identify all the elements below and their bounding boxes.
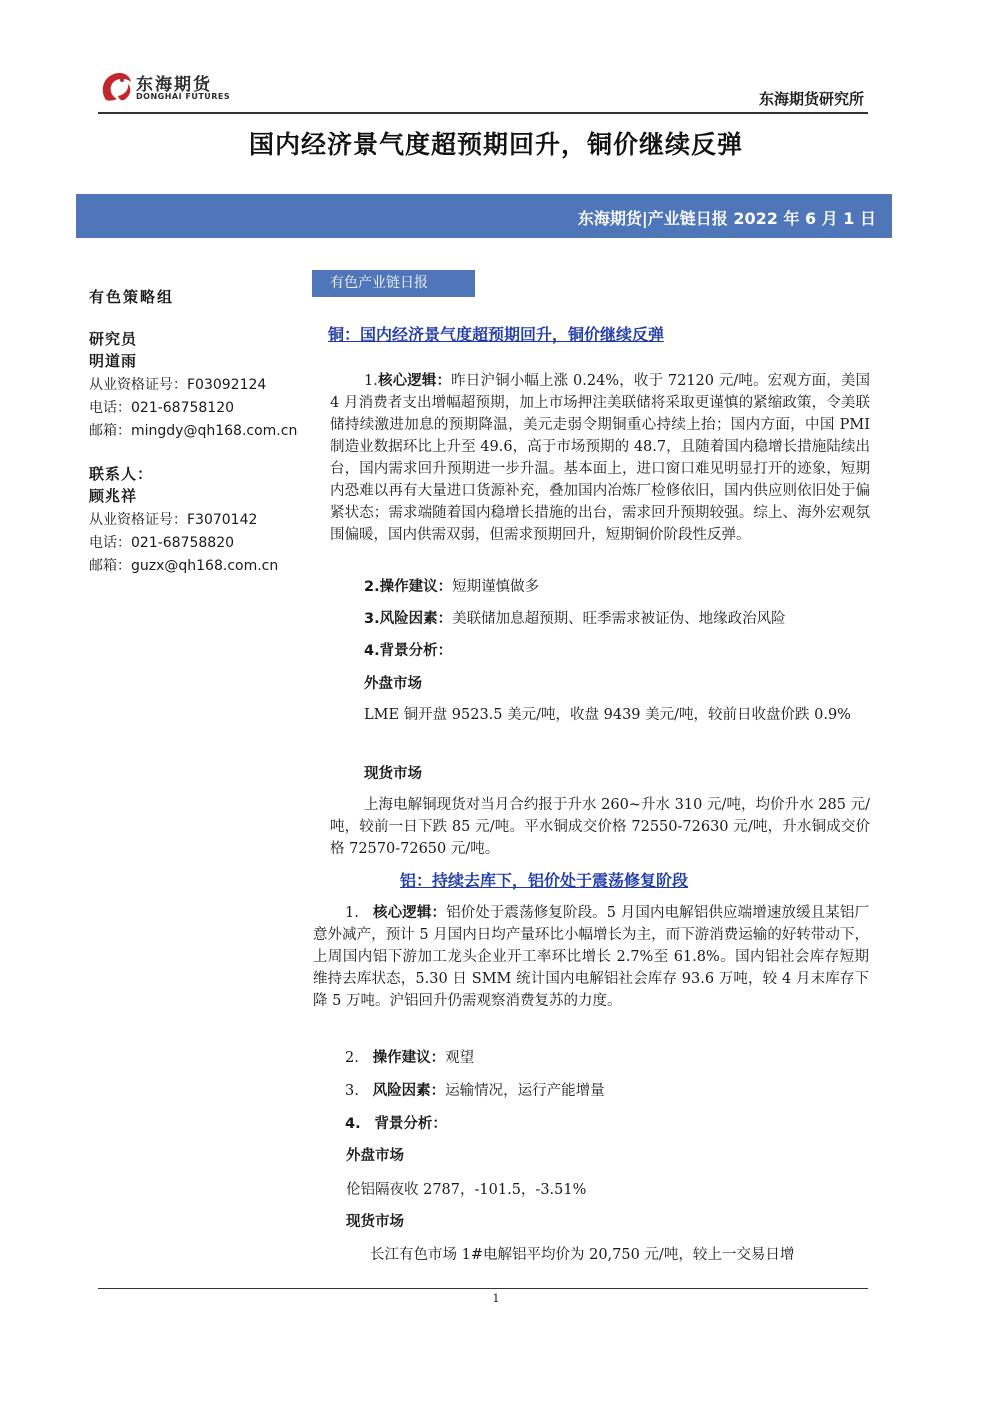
copper-spot-label: 现货市场 <box>364 766 422 782</box>
page-title: 国内经济景气度超预期回升，铜价继续反弹 <box>248 130 743 159</box>
contact-label: 联系人： <box>89 465 154 483</box>
copper-logic-paragraph <box>330 370 870 546</box>
aluminum-overseas-text: 伦铝隔夜收 2787，-101.5，-3.51% <box>346 1182 587 1198</box>
aluminum-risk-label: 风险因素： <box>372 1083 446 1099</box>
copper-risk-text: 美联储加息超预期、旺季需求被证伪、地缘政治风险 <box>452 611 786 627</box>
logo-english-name: DONGHAI FUTURES <box>136 92 231 101</box>
copper-logic-text: 昨日沪铜小幅上涨 0.24%，收于 72120 元/吨。宏观方面，美国 4 月消费者支出增幅超预期，加上市场押注美联储将采取更谨慎的紧缩政策，令美联储持续激进加息的预期降温，美元走弱令期铜重心持续上抬；国内方面，中国 PMI 制造业数据环比上升至 49.6，高于市场预期的 48.7，且随着国内稳增长措施陆续出台，国内需求回升预期进一步升温。基本面上，进口窗口难见明显打开的迹象，短期内恐难以再有大量进口货源补充，叠加国内冶炼厂检修依旧，国内供应则依旧处于偏紧状态；需求端随着国内稳增长措施的出台，需求回升预期较强。综上、海外宏观氛围偏暖，国内供需双弱，但需求预期回升，短期铜价阶段性反弹。 <box>330 373 870 543</box>
copper-spot-text: 上海电解铜现货对当月合约报于升水 260~升水 310 元/吨，均价升水 285 元/吨，较前一日下跌 85 元/吨。平水铜成交价格 72550-72630 元/吨，升水铜成交价格 72570-72650 元/吨。 <box>330 797 870 857</box>
copper-risk-label: 3.风险因素： <box>364 611 453 627</box>
banner-text: 东海期货|产业链日报 2022 年 6 月 1 日 <box>577 209 876 228</box>
aluminum-logic-num: 1. <box>345 905 359 921</box>
report-banner <box>76 194 892 238</box>
copper-advice <box>364 575 539 596</box>
aluminum-risk <box>345 1079 605 1100</box>
section-tag: 有色产业链日报 <box>312 270 475 297</box>
copper-advice-label: 2.操作建议： <box>364 579 453 595</box>
aluminum-advice <box>345 1046 474 1067</box>
author-sidebar <box>89 286 304 578</box>
copper-logic-label: 核心逻辑： <box>377 373 452 389</box>
copper-overseas-label: 外盘市场 <box>364 676 422 692</box>
company-logo <box>98 66 231 106</box>
aluminum-spot-label: 现货市场 <box>346 1214 404 1230</box>
copper-background-label: 4.背景分析： <box>364 643 453 659</box>
aluminum-logic-label: 核心逻辑： <box>373 905 447 921</box>
contact-name: 顾兆祥 <box>89 487 138 505</box>
copper-logic-prefix: 1. <box>364 373 378 389</box>
aluminum-risk-num: 3. <box>345 1083 359 1099</box>
aluminum-spot-text: 长江有色市场 1#电解铝平均价为 20,750 元/吨，较上一交易日增 <box>370 1247 795 1263</box>
copper-section-title[interactable]: 铜：国内经济景气度超预期回升，铜价继续反弹 <box>328 325 665 344</box>
header-divider <box>98 112 868 114</box>
researcher-phone: 电话：021-68758120 <box>89 400 235 416</box>
aluminum-advice-text: 观望 <box>445 1050 475 1066</box>
aluminum-background <box>345 1112 447 1133</box>
researcher-cert: 从业资格证号：F03092124 <box>89 377 267 393</box>
copper-risk <box>364 607 786 628</box>
aluminum-background-num: 4. <box>345 1116 361 1132</box>
footer-divider <box>98 1288 868 1289</box>
copper-overseas-text: LME 铜开盘 9523.5 美元/吨，收盘 9439 美元/吨，较前日收盘价跌 0.9% <box>364 707 851 723</box>
aluminum-background-label: 背景分析： <box>374 1116 447 1132</box>
strategy-group: 有色策略组 <box>89 288 175 306</box>
logo-chinese-name: 东海期货 <box>136 75 212 95</box>
page-number: 1 <box>492 1292 500 1305</box>
aluminum-risk-text: 运输情况，运行产能增量 <box>445 1083 605 1099</box>
aluminum-section-title[interactable]: 铝：持续去库下，铝价处于震荡修复阶段 <box>400 871 689 890</box>
contact-email: 邮箱：guzx@qh168.com.cn <box>89 558 279 574</box>
aluminum-logic-paragraph <box>313 902 869 1012</box>
copper-advice-text: 短期谨慎做多 <box>452 579 540 595</box>
aluminum-advice-label: 操作建议： <box>372 1050 446 1066</box>
researcher-email: 邮箱：mingdy@qh168.com.cn <box>89 423 298 439</box>
researcher-label: 研究员 <box>89 330 138 348</box>
aluminum-advice-num: 2. <box>345 1050 359 1066</box>
aluminum-logic-text: 铝价处于震荡修复阶段。5 月国内电解铝供应端增速放缓且某铝厂意外减产，预计 5 月国内日均产量环比小幅增长为主，而下游消费运输的好转带动下，上周国内铝下游加工龙头企业开工率环比增长 2.7%至 61.8%。国内铝社会库存短期维持去库状态，5.30 日 SMM 统计国内电解铝社会库存 93.6 万吨，较 4 月末库存下降 5 万吨。沪铝回升仍需观察消费复苏的力度。 <box>313 905 870 1009</box>
aluminum-overseas-label: 外盘市场 <box>346 1148 404 1164</box>
researcher-name: 明道雨 <box>89 352 138 370</box>
institute-name: 东海期货研究所 <box>758 90 864 108</box>
contact-phone: 电话：021-68758820 <box>89 535 235 551</box>
dragon-logo-icon <box>98 66 136 106</box>
contact-cert: 从业资格证号：F3070142 <box>89 512 258 528</box>
